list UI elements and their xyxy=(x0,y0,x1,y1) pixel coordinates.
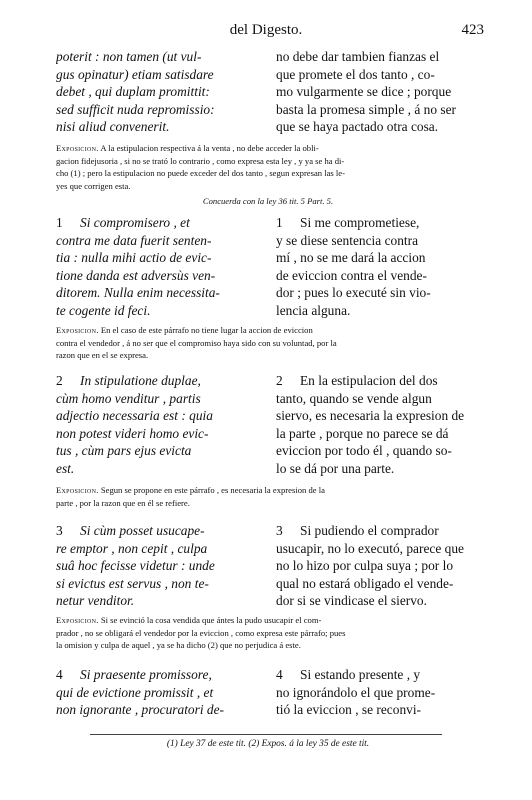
spanish-column xyxy=(276,372,482,477)
exposicion-text: Si se evinció la cosa vendida que ántes la pudo usucapir el com- xyxy=(100,615,322,625)
spanish-line: lencia alguna. xyxy=(276,302,351,318)
paragraph-number: 1 xyxy=(56,215,63,230)
latin-line: adjectio necessaria est : quia xyxy=(56,408,213,423)
continuation-block xyxy=(56,48,480,138)
paragraph-number: 1 xyxy=(276,215,283,230)
latin-column xyxy=(56,666,264,719)
running-head xyxy=(0,22,532,42)
spanish-line: Si estando presente , y xyxy=(300,667,421,682)
spanish-line: y se diese sentencia contra xyxy=(276,232,419,248)
spanish-column xyxy=(276,214,482,319)
spanish-line: tió la eviccion , se reconvi- xyxy=(276,702,422,717)
spanish-line: mí , no se me dará la accion xyxy=(276,250,426,265)
concordance-note: Concuerda con la ley 36 tit. 5 Part. 5. xyxy=(202,196,334,206)
latin-line: gus opinatur) etiam satisdare xyxy=(56,66,214,82)
spanish-column xyxy=(276,522,482,610)
latin-line: In stipulatione duplae, xyxy=(80,373,201,388)
latin-line: qui de evictione promissit , et xyxy=(56,684,214,700)
exposicion-note xyxy=(56,484,480,509)
spanish-line: no lo hizo por culpa suya ; por lo xyxy=(276,558,454,573)
spanish-line: mo vulgarmente se dice ; porque xyxy=(276,84,452,99)
spanish-line: que promete el dos tanto , co- xyxy=(276,66,435,82)
latin-line: debet , qui duplam promittit: xyxy=(56,84,210,99)
footnotes: (1) Ley 37 de este tit. (2) Expos. á la ley 35 de este tit. xyxy=(166,739,370,749)
latin-line: ditorem. Nulla enim necessita- xyxy=(56,285,220,300)
spanish-line: tanto, quando se vende algun xyxy=(276,390,432,406)
spanish-line: siervo, es necesaria la expresion de xyxy=(276,408,465,423)
latin-line: suâ hoc fecisse videtur : unde xyxy=(56,558,215,573)
exposicion-label: Exposicion. xyxy=(56,143,99,153)
spanish-line: Si me comprometiese, xyxy=(300,215,420,230)
exposicion-note xyxy=(56,142,480,192)
paragraph-3 xyxy=(56,522,480,612)
spanish-line: Si pudiendo el comprador xyxy=(300,523,439,538)
spanish-line: de eviccion contra el vende- xyxy=(276,267,427,283)
paragraph-number: 4 xyxy=(276,667,283,682)
exposicion-note xyxy=(56,324,480,362)
paragraph-number: 3 xyxy=(276,523,283,538)
latin-line: est. xyxy=(56,460,75,476)
spanish-line: En la estipulacion del dos xyxy=(300,373,438,388)
spanish-column xyxy=(276,48,482,136)
footnote-rule xyxy=(90,734,442,735)
spanish-line: que se haya pactado otra cosa. xyxy=(276,119,439,134)
latin-column xyxy=(56,214,264,319)
latin-line: Si cùm posset usucape- xyxy=(80,523,205,538)
exposicion-label: Exposicion. xyxy=(56,615,99,625)
spanish-line: dor ; pues lo executé sin vio- xyxy=(276,285,431,300)
exposicion-text: yes que corrigen esta. xyxy=(56,180,131,191)
latin-line: Si compromisero , et xyxy=(80,215,190,230)
exposicion-text: razon que en el se expresa. xyxy=(56,350,149,361)
exposicion-text: cho (1) ; pero la estipulacion no puede exceder del dos tanto , segun expresan las le- xyxy=(56,168,345,179)
exposicion-label: Exposicion. xyxy=(56,325,99,335)
latin-line: tus , cùm pars ejus evicta xyxy=(56,443,192,458)
latin-line: contra me data fuerit senten- xyxy=(56,232,212,248)
latin-line: netur venditor. xyxy=(56,593,135,608)
latin-line: re emptor , non cepit , culpa xyxy=(56,540,208,556)
latin-line: Si praesente promissore, xyxy=(80,667,212,682)
latin-line: si evictus est servus , non te- xyxy=(56,575,209,591)
exposicion-text: gacion fidejusoria , si no se trató lo contrario , como expresa esta ley , y ya se ha di- xyxy=(56,155,345,166)
exposicion-text: parte , por la razon que en él se refiere. xyxy=(56,497,190,508)
spanish-line: la parte , porque no parece se dá xyxy=(276,425,449,441)
latin-line: cùm homo venditur , partis xyxy=(56,390,201,406)
running-title: del Digesto. xyxy=(229,22,303,38)
latin-column xyxy=(56,372,264,477)
spanish-line: basta la promesa simple , á no ser xyxy=(276,101,456,117)
latin-column xyxy=(56,48,264,136)
latin-line: non ignorante , procuratori de- xyxy=(56,702,224,717)
latin-line: te cogente id feci. xyxy=(56,302,151,318)
spanish-line: eviccion por todo él , quando so- xyxy=(276,443,452,458)
spanish-line: qual no estará obligado el vende- xyxy=(276,575,454,591)
exposicion-text: la omision y culpa de aquel , ya se ha dicho (2) que no perjudica á este. xyxy=(56,640,301,651)
spanish-line: no ignorándolo el que prome- xyxy=(276,684,436,700)
exposicion-note xyxy=(56,614,480,652)
latin-line: poterit : non tamen (ut vul- xyxy=(56,49,202,64)
spanish-line: lo se dá por una parte. xyxy=(276,460,395,476)
latin-column xyxy=(56,522,264,610)
spanish-column xyxy=(276,666,482,719)
exposicion-text: Segun se propone en este párrafo , es necesaria la expresion de la xyxy=(100,485,325,495)
exposicion-text: En el caso de este párrafo no tiene lugar la accion de eviccion xyxy=(100,325,313,335)
exposicion-text: prador , no se obligará el vendedor por la eviccion , como expresa este párrafo; pues xyxy=(56,627,346,638)
latin-line: nisi aliud convenerit. xyxy=(56,119,170,134)
latin-line: sed sufficit nuda repromissio: xyxy=(56,101,215,117)
latin-line: tione danda est adversùs ven- xyxy=(56,267,216,283)
paragraph-number: 2 xyxy=(56,373,63,388)
latin-line: non potest videri homo evic- xyxy=(56,425,209,441)
spanish-line: dor si se vindicase el siervo. xyxy=(276,593,427,608)
spanish-line: usucapir, no lo executó, parece que xyxy=(276,540,464,556)
paragraph-number: 3 xyxy=(56,523,63,538)
paragraph-4 xyxy=(56,666,480,722)
paragraph-number: 4 xyxy=(56,667,63,682)
exposicion-text: A la estipulacion respectiva á la venta , no debe acceder la obli- xyxy=(100,143,319,153)
page-number: 423 xyxy=(461,22,484,38)
paragraph-number: 2 xyxy=(276,373,283,388)
exposicion-text: contra el vendedor , á no ser que el compromiso haya sido con su voluntad, por la xyxy=(56,337,337,348)
paragraph-2 xyxy=(56,372,480,480)
latin-line: tia : nulla mihi actio de evic- xyxy=(56,250,212,265)
spanish-line: no debe dar tambien fianzas el xyxy=(276,49,440,64)
exposicion-label: Exposicion. xyxy=(56,485,99,495)
paragraph-1 xyxy=(56,214,480,322)
